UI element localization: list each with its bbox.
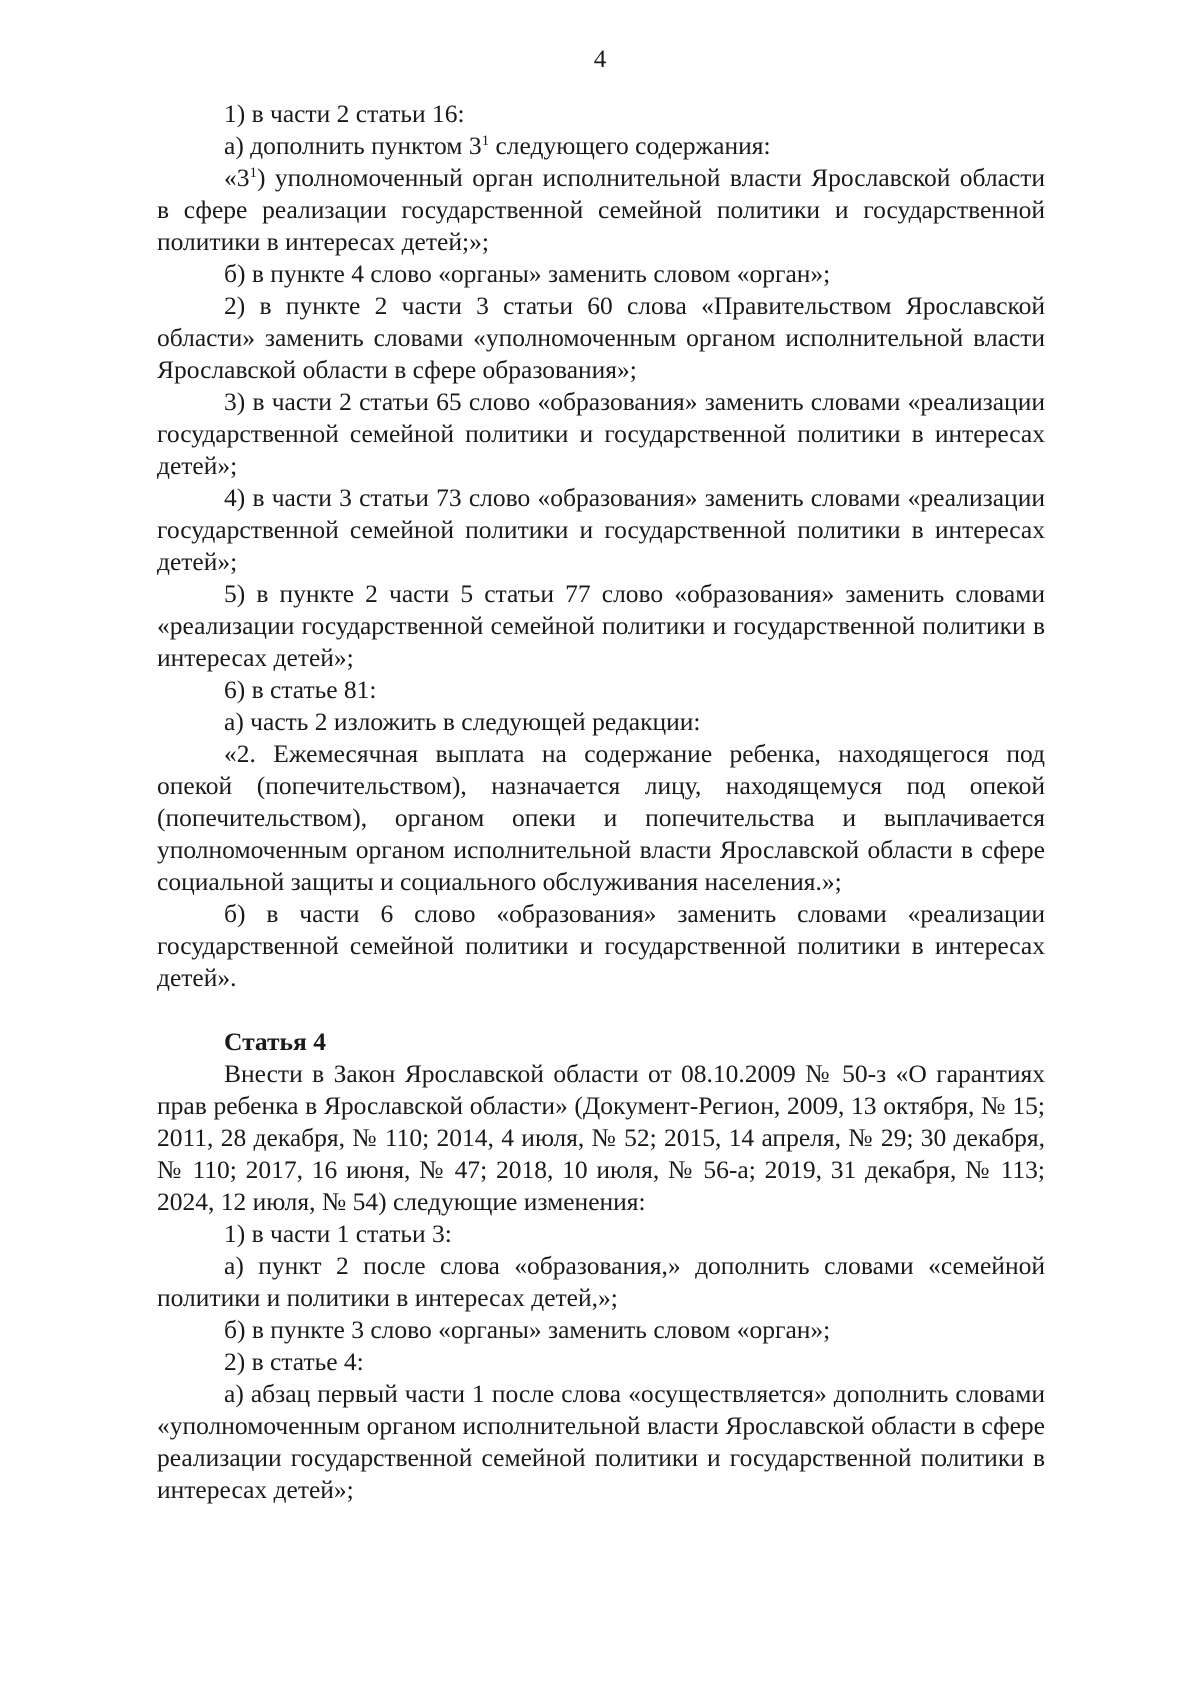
article-4-item-2a: а) абзац первый части 1 после слова «осуществляется» дополнить словами «уполномоченным органом исполнительной власти Ярославской области в сфере реализации государственной семейной политики и государственной политики в интересах детей»; (157, 1379, 1045, 1504)
article-4-item-1b: б) в пункте 3 слово «органы» заменить словом «орган»; (224, 1315, 831, 1344)
paragraph-1-part2-article16: 1) в части 2 статьи 16: (224, 99, 465, 128)
text-fragment: а) дополнить пунктом 3 (224, 131, 482, 160)
superscript: 1 (481, 133, 490, 149)
paragraph-6: 6) в статье 81: (224, 675, 377, 704)
article-4-item-1a: а) пункт 2 после слова «образования,» дополнить словами «семейной политики и политики в интересах детей,»; (157, 1251, 1045, 1312)
text-fragment: ) уполномоченный орган исполнительной власти Ярославской области в сфере реализации государственной семейной политики и государственной политики в интересах детей;»; (157, 163, 1045, 256)
paragraph-4: 4) в части 3 статьи 73 слово «образования» заменить словами «реализации государственной семейной политики и государственной политики в интересах детей»; (157, 483, 1045, 576)
paragraph-3: 3) в части 2 статьи 65 слово «образования» заменить словами «реализации государственной семейной политики и государственной политики в интересах детей»; (157, 387, 1045, 480)
paragraph-1a-add-point (157, 130, 1045, 162)
paragraph-1b: б) в пункте 4 слово «органы» заменить словом «орган»; (224, 259, 831, 288)
paragraph-6b: б) в части 6 слово «образования» заменить словами «реализации государственной семейной политики и государственной политики в интересах детей». (157, 899, 1045, 992)
article-4-heading: Статья 4 (224, 1027, 326, 1056)
superscript: 1 (249, 165, 257, 181)
article-4-item-2: 2) в статье 4: (224, 1347, 364, 1376)
paragraph-point-3-1-content (157, 162, 1045, 258)
text-fragment: «3 (224, 163, 250, 192)
paragraph-5: 5) в пункте 2 части 5 статьи 77 слово «образования» заменить словами «реализации государственной семейной политики и государственной политики в интересах детей»; (157, 579, 1045, 672)
paragraph-6a: а) часть 2 изложить в следующей редакции: (224, 707, 701, 736)
paragraph-2: 2) в пункте 2 части 3 статьи 60 слова «Правительством Ярославской области» заменить словами «уполномоченным органом исполнительной власти Ярославской области в сфере образования»; (157, 291, 1045, 384)
article-4-item-1: 1) в части 1 статьи 3: (224, 1219, 452, 1248)
document-body (157, 98, 1045, 1506)
article-4-intro: Внести в Закон Ярославской области от 08.10.2009 № 50-з «О гарантиях прав ребенка в Ярославской области» (Документ-Регион, 2009, 13 октября, № 15; 2011, 28 декабря, № 110; 2014, 4 июля, № 52; 2015, 14 апреля, № 29; 30 декабря, № 110; 2017, 16 июня, № 47; 2018, 10 июля, № 56-а; 2019, 31 декабря, № 113; 2024, 12 июля, № 54) следующие изменения: (157, 1059, 1045, 1216)
page-number: 4 (593, 46, 607, 73)
text-fragment: следующего содержания: (489, 131, 771, 160)
paragraph-6a-quote: «2. Ежемесячная выплата на содержание ребенка, находящегося под опекой (попечительством), назначается лицу, находящемуся под опекой (попечительством), органом опеки и попечительства и выплачивается уполномоченным органом исполнительной власти Ярославской области в сфере социальной защиты и социального обслуживания населения.»; (157, 739, 1045, 896)
